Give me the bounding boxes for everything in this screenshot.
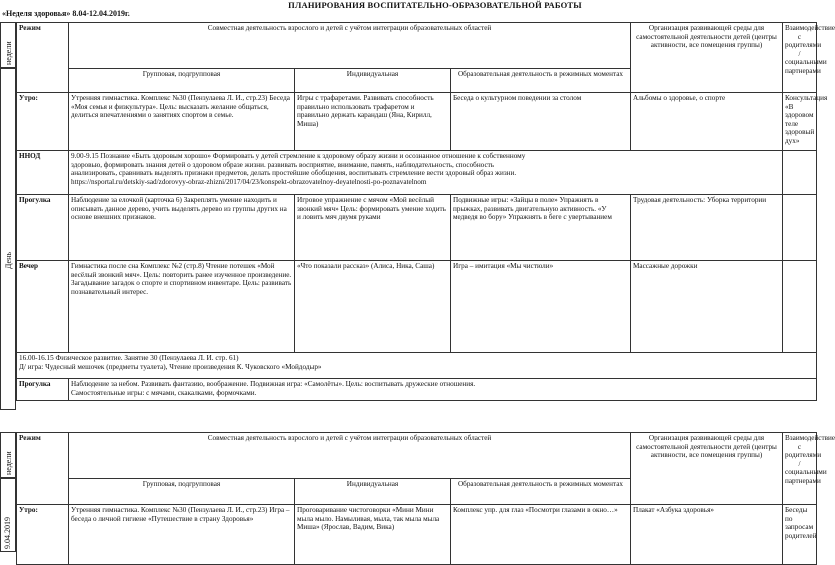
header-interaction: Взаимодействие с родителями /социальными партнерами	[783, 23, 817, 93]
header2-group: Групповая, подгрупповая	[69, 479, 295, 505]
walk2-line-1: Наблюдение за небом. Развивать фантазию, воображение. Подвижная игра: «Самолёты». Цель: воспитывать дружеские отношения.	[71, 380, 476, 388]
side-date: 9.04.2019	[3, 517, 12, 549]
nnod-text-1: 9.00-9.15 Познание «Быть здоровым хорошо» Формировать у детей стремление к здоровому образу жизни и осознанное отношение к собственному	[71, 152, 526, 160]
header-regime: Режим	[17, 23, 69, 93]
extra-line-2: Д/ игра: Чудесный мешочек (предметы туалета), Чтение произведения К. Чуковского «Мойдодыр»	[19, 362, 322, 371]
evening-individual: «Что показали рассказ» (Алиса, Ника, Саша)	[295, 261, 451, 353]
morning-moments: Беседа о культурном поведении за столом	[451, 93, 631, 151]
morning-individual: Игры с трафаретами. Развивать способность правильно использовать трафаретом и правильно держать карандаш (Яна, Кирилл, Миша)	[295, 93, 451, 151]
header-individual: Индивидуальная	[295, 69, 451, 93]
plan-table-day2	[16, 432, 835, 565]
header2-joint-activity: Совместная деятельность взрослого и детей с учётом интеграции образовательных областей	[69, 433, 631, 479]
morning2-environment: Плакат «Азбука здоровья»	[631, 505, 783, 565]
side-label-week: недели	[4, 41, 13, 65]
morning2-moments: Комплекс упр. для глаз «Посмотри глазами в окно…»	[451, 505, 631, 565]
table-row	[17, 151, 817, 195]
plan-table-day1	[16, 22, 835, 401]
evening-environment: Массажные дорожки	[631, 261, 783, 353]
header2-regime: Режим	[17, 433, 69, 505]
walk-individual: Игровое упражнение с мячом «Мой весёлый звонкий мяч» Цель: формировать умение ходить и ловить мяч двумя руками	[295, 195, 451, 261]
evening-group: Гимнастика после сна Комплекс №2 (стр.8) Чтение потешек «Мой весёлый звонкий мяч». Цель: повторить ранее изученное произведение. Загадывание загадок о спорте и спортивном инвентаре. Цель: развивать познавательный интерес.	[69, 261, 295, 353]
side-label-week-2: недели	[4, 451, 13, 475]
morning2-interaction: Беседы по запросам родителей	[783, 505, 817, 565]
week-theme: «Неделя здоровья» 8.04-12.04.2019г.	[2, 9, 130, 18]
evening-moments: Игра – имитация «Мы чистюли»	[451, 261, 631, 353]
morning-environment: Альбомы о здоровье, о спорте	[631, 93, 783, 151]
header-regime-moments: Образовательная деятельность в режимных моментах	[451, 69, 631, 93]
walk2-line-2: Самостоятельные игры: с мячами, скакалками, формочками.	[71, 388, 257, 397]
row-label-walk: Прогулка	[17, 195, 69, 261]
morning-group: Утренняя гимнастика. Комплекс №30 (Пензулаева Л. И., стр.23) Беседа «Моя семья и физкультура». Цель: высказать желание общаться, делиться впечатлениями о занятиях спортом в семье.	[69, 93, 295, 151]
table-row	[17, 93, 817, 151]
walk-environment: Трудовая деятельность: Уборка территории	[631, 195, 783, 261]
side-label-day: День	[4, 251, 13, 269]
table-row	[17, 505, 817, 565]
extra-line-1: 16.00-16.15 Физическое развитие. Занятие 30 (Пензулаева Л. И. стр. 61)	[19, 354, 239, 362]
table-row	[17, 379, 817, 401]
walk-moments: Подвижные игры: «Зайцы в поле» Упражнять в прыжках, развивать двигательную активность. «У медведя во бору» Упражнять в беге с увертыванием	[451, 195, 631, 261]
nnod-interaction-empty	[783, 151, 817, 195]
header2-regime-moments: Образовательная деятельность в режимных моментах	[451, 479, 631, 505]
side-week-cell	[0, 22, 16, 68]
header-joint-activity: Совместная деятельность взрослого и детей с учётом интеграции образовательных областей	[69, 23, 631, 69]
nnod-text-2: здоровью, формировать знания детей о здоровом образе жизни. развивать восприятие, внимание, память, наблюдательность, способность	[71, 160, 495, 169]
row-label-walk2: Прогулка	[17, 379, 69, 401]
evening-interaction-empty	[783, 261, 817, 353]
morning2-individual: Проговаривание чистоговорки «Мини Мини мыла мыло. Намыливая, мыла, так мыла мыла Миша» (Ярослав, Вадим, Вика)	[295, 505, 451, 565]
morning-interaction: Консультация «В здоровом теле здоровый дух»	[783, 93, 817, 151]
table-row	[17, 195, 817, 261]
nnod-text-3: анализировать, сравнивать выделять признаки предметов, делать простейшие обобщения, воспитывать стремление вести здоровый образ жизни.	[71, 169, 517, 178]
header2-environment: Организация развивающей среды для самостоятельной деятельности детей (центры активности, все помещения группы)	[631, 433, 783, 505]
side-week-cell-2	[0, 432, 16, 478]
page-title: ПЛАНИРОВАНИЯ ВОСПИТАТЕЛЬНО-ОБРАЗОВАТЕЛЬНОЙ РАБОТЫ	[288, 0, 582, 10]
row-label-evening: Вечер	[17, 261, 69, 353]
morning2-group: Утренняя гимнастика. Комплекс №30 (Пензулаева Л. И., стр.23) Игра – беседа о личной гигиене «Путешествие в страну Здоровья»	[69, 505, 295, 565]
row2-label-morning: Утро:	[17, 505, 69, 565]
header-environment: Организация развивающей среды для самостоятельной деятельности детей (центры активности, все помещения группы)	[631, 23, 783, 93]
row-label-nnod: ННОД	[17, 151, 69, 195]
side-day-cell	[0, 68, 16, 410]
header-group: Групповая, подгрупповая	[69, 69, 295, 93]
table-row	[17, 261, 817, 353]
row-label-morning: Утро:	[17, 93, 69, 151]
walk-group: Наблюдение за елочкой (карточка 6) Закреплять умение находить и описывать данное дерево, учить выделять дерево из группы других на основе внешних признаков.	[69, 195, 295, 261]
header2-interaction: Взаимодействие с родителями /социальными партнерами	[783, 433, 817, 505]
header2-individual: Индивидуальная	[295, 479, 451, 505]
nnod-link[interactable]: https://nsportal.ru/detskiy-sad/zdorovyy-obraz-zhizni/2017/04/23/konspekt-obrazovatelnoy-deyatelnosti-po-poznavatelnom	[71, 177, 427, 186]
walk-interaction-empty	[783, 195, 817, 261]
table-row	[17, 353, 817, 379]
side-date-cell	[0, 478, 16, 552]
